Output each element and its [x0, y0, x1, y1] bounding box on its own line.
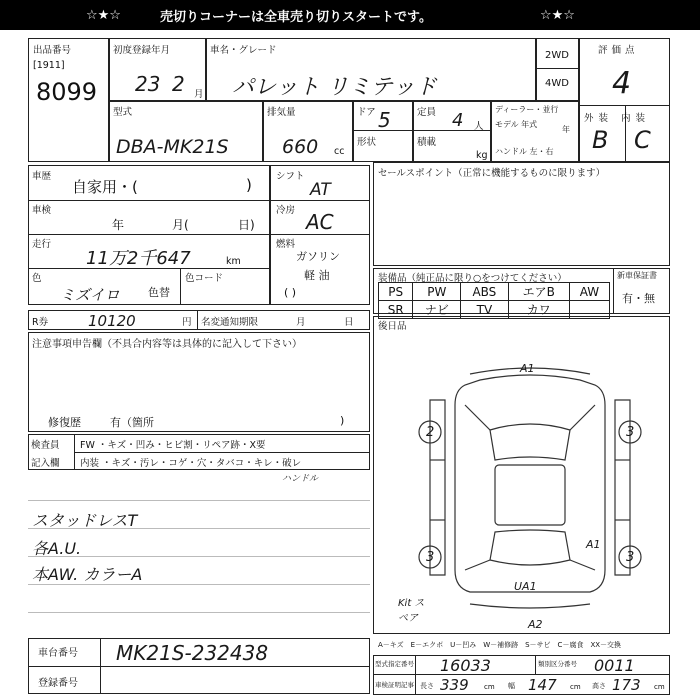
mark-rear-left: 3	[426, 550, 435, 565]
repair-close: )	[340, 414, 345, 427]
lot-label: 出品番号	[33, 45, 72, 56]
equip-abs: ABS	[461, 283, 508, 301]
repair-label: 修復歴	[48, 416, 81, 429]
note-line-3: 本AW. カラーA	[32, 565, 143, 584]
top-banner	[0, 0, 700, 30]
fuel-gas: ガソリン	[296, 250, 340, 263]
mark-side-right: A1	[586, 538, 601, 551]
equip-ps: PS	[379, 283, 413, 301]
note-line-1: スタッドレスT	[32, 511, 138, 530]
rear-seat-label: 後日品	[378, 321, 407, 332]
first-reg-year: 23	[135, 72, 161, 96]
drive-4wd: 4WD	[545, 78, 569, 89]
shaken-month: 月(	[172, 218, 189, 232]
fuel-light: 軽 油	[304, 269, 330, 282]
handle-note: ハンドル	[282, 474, 319, 484]
repaint-label: 色替	[148, 286, 170, 299]
equip-sr: SR	[379, 301, 413, 319]
katashiki-value: DBA-MK21S	[116, 136, 229, 158]
recycle-value: 10120	[88, 312, 136, 330]
doors-label: ドア	[357, 107, 376, 118]
equip-navi: ナビ	[413, 301, 461, 319]
score-label: 評価点	[598, 45, 639, 56]
sales-point-label: セールスポイント（正常に機能するものに限ります）	[378, 168, 606, 179]
displacement-label: 排気量	[267, 107, 296, 118]
equip-leather: カワ	[508, 301, 569, 319]
color-value: ミズイロ	[60, 286, 120, 304]
exterior-grade: B	[592, 126, 609, 154]
banner-stars-right: ☆★☆	[540, 7, 575, 23]
interior-grade: C	[634, 126, 651, 154]
doors-value: 5	[378, 108, 391, 132]
usage-label: 車歴	[32, 171, 52, 182]
class-no-label: 類別区分番号	[538, 660, 577, 668]
shaken-day: 日)	[238, 218, 255, 232]
length-unit: cm	[484, 683, 495, 691]
fuel-label: 燃料	[276, 239, 296, 250]
height-unit: cm	[654, 683, 665, 691]
note-line-2: 各A.U.	[32, 539, 82, 558]
katashiki-label: 型式	[113, 107, 133, 118]
equip-aw: AW	[569, 283, 609, 301]
first-reg-month-unit: 月	[194, 89, 204, 100]
mark-rear-inner: UA1	[514, 580, 537, 593]
banner-stars-left: ☆★☆	[86, 7, 121, 23]
equipment-label: 装備品（純正品に限り○をつけてください）	[378, 273, 567, 284]
width-unit: cm	[570, 683, 581, 691]
notice-day: 日	[344, 317, 354, 328]
usage-value: 自家用・(	[72, 178, 138, 196]
damage-legend: A－キズ E－エクボ U－凹み W－補修跡 S－サビ C－腐食 XX－交換	[378, 641, 622, 649]
lot-number: 8099	[36, 78, 98, 106]
handle-label: ハンドル 左・右	[495, 147, 554, 156]
inspector-label-1: 検査員	[31, 440, 60, 451]
load-unit: kg	[476, 150, 488, 161]
shaken-year: 年	[112, 218, 125, 232]
capacity-value: 4	[452, 110, 464, 131]
width-label: 幅	[508, 682, 515, 690]
color-code-label: 色コード	[185, 273, 224, 284]
usage-close: )	[246, 176, 252, 194]
mark-front-right: 3	[626, 425, 635, 440]
repair-value: 有（箇所	[110, 416, 154, 429]
shape-label: 形状	[357, 137, 377, 148]
model-grade-label: 車名・グレード	[210, 45, 277, 56]
dealer-label: ディーラー・並行	[495, 105, 559, 114]
model-grade-value: パレット リミテッド	[232, 75, 437, 100]
score-value: 4	[612, 66, 632, 101]
drive-2wd: 2WD	[545, 50, 569, 61]
class-no-value: 0011	[594, 656, 635, 675]
ac-label: 冷房	[276, 205, 296, 216]
recycle-unit: 円	[182, 317, 192, 328]
lot-code: [1911]	[33, 60, 65, 71]
height-label: 高さ	[592, 682, 606, 690]
mark-top: A1	[520, 362, 535, 375]
shaken-label: 車検	[32, 205, 52, 216]
first-reg-month: 2	[172, 72, 185, 96]
chassis-value: MK21S-232438	[116, 641, 269, 665]
load-label: 積載	[417, 137, 437, 148]
reg-no-label: 登録番号	[38, 678, 78, 689]
banner-text: 売切りコーナーは全車売り切りスタートです。	[160, 9, 432, 25]
equip-airbag: エアB	[508, 283, 569, 301]
mileage-unit: km	[226, 256, 241, 267]
length-label: 長さ	[420, 682, 434, 690]
caution-label: 注意事項申告欄（不具合内容等は具体的に記入して下さい）	[32, 339, 302, 350]
inspector-row-1: FW ・キズ・凹み・ヒビ割・リペア跡・X要	[80, 440, 266, 451]
warranty-label: 新車保証書	[617, 271, 657, 280]
type-no-value: 16033	[440, 656, 491, 675]
shift-value: AT	[310, 180, 331, 200]
mileage-value: 11万2千647	[86, 248, 191, 269]
first-reg-label: 初度登録年月	[113, 45, 171, 56]
height-value: 173	[612, 676, 641, 694]
color-label: 色	[32, 273, 42, 284]
mark-front-left: 2	[426, 425, 435, 440]
mark-rear-right: 3	[626, 550, 635, 565]
warranty-value: 有・無	[622, 292, 655, 305]
ext-int-label: 外装 内装	[584, 113, 651, 124]
recycle-row	[28, 310, 370, 330]
mark-kit-spare: Kit スペア	[398, 598, 425, 624]
inspector-row-2: 内装 ・キズ・汚レ・コゲ・穴・タバコ・キレ・破レ	[80, 458, 302, 469]
width-value: 147	[528, 676, 557, 694]
displacement-unit: cc	[334, 146, 345, 157]
mark-bottom: A2	[528, 618, 543, 631]
equip-tv: TV	[461, 301, 508, 319]
displacement-value: 660	[282, 136, 319, 158]
recycle-label: R券	[32, 317, 49, 328]
equip-pw: PW	[413, 283, 461, 301]
car-diagram	[400, 360, 660, 615]
chassis-label: 車台番号	[38, 648, 78, 659]
dims-label: 車検証明記事	[375, 681, 414, 689]
equipment-table	[378, 282, 610, 319]
capacity-label: 定員	[417, 107, 437, 118]
length-value: 339	[440, 676, 469, 694]
year-unit: 年	[562, 125, 570, 134]
mileage-label: 走行	[32, 239, 52, 250]
inspector-label-2: 記入欄	[31, 458, 60, 469]
capacity-unit: 人	[474, 121, 484, 132]
model-year-label: モデル 年式	[495, 120, 538, 129]
fuel-paren: ( )	[284, 286, 297, 299]
type-no-label: 型式指定番号	[375, 660, 414, 668]
ac-value: AC	[306, 210, 334, 234]
shift-label: シフト	[276, 171, 305, 182]
notice-month: 月	[296, 317, 306, 328]
notice-label: 名変通知期限	[201, 317, 259, 328]
